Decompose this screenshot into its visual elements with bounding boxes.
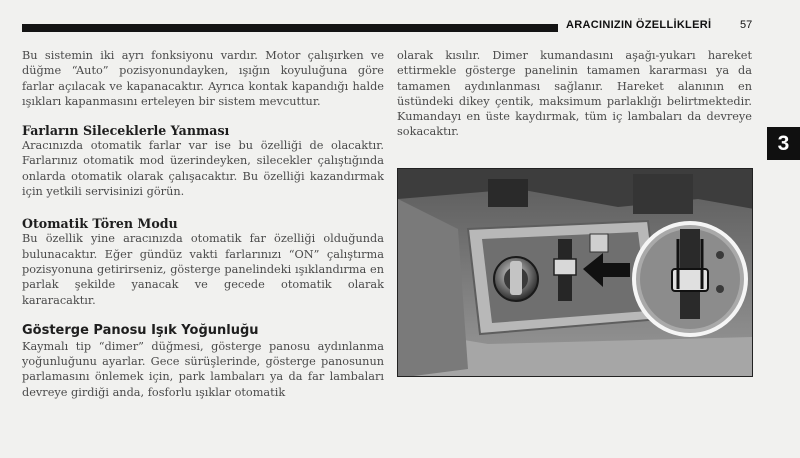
dimmer-slider <box>554 259 576 275</box>
small-switch <box>590 234 608 252</box>
dashboard-light-switch-photo <box>397 168 753 377</box>
section-heading-wiper-lights: Farların Sileceklerle Yanması <box>22 123 230 139</box>
section-text-ceremony-mode: Bu özellik yine aracınızda otomatik far özelliği olduğunda bulunacaktır. Eğer gündüz vakti farlarınızı “ON” çalıştırma pozisyonuna getirirseniz, gösterge panelindeki ışıklandırma en parlak şekilde yanacak ve gecede otomatik olarak kararacaktır. <box>22 232 384 307</box>
section-text-wiper-lights: Aracınızda otomatik farlar var ise bu özelliği de olacaktır. Farlarınız otomatik mod üzerindeyken, silecekler çalıştığında onlarda otomatik olarak çalışacaktır. Bu özelliği kazandırmak için yetkili servisinizi görün. <box>22 139 384 199</box>
header-title: ARACINIZIN ÖZELLİKLERİ <box>566 19 712 31</box>
right-column-paragraph: olarak kısılır. Dimer kumandasını aşağı-yukarı hareket ettirmekle gösterge panelinin tamamen kararması ya da tamamen aydınlanması sağlanır. Hareket alanının en üstündeki dikey çentik, maksimum parlaklığı belirtmektedir. Kumandayı en üste kaydırmak, tüm iç lambaları da devreye sokacaktır. <box>397 49 752 139</box>
header-rule <box>22 24 558 32</box>
section-heading-ceremony-mode: Otomatik Tören Modu <box>22 216 178 232</box>
left-column <box>22 48 384 400</box>
section-text-panel-brightness: Kaymalı tip “dimer” düğmesi, gösterge panosu aydınlanma yoğunluğunu ayarlar. Gece sürüşlerinde, gösterge panosunun parlamasını önlemek için, park lambaları ya da far lambaları devreye girdiği anda, fosforlu ışıklar otomatik <box>22 339 384 399</box>
chapter-tab: 3 <box>767 127 800 160</box>
page-number: 57 <box>740 19 753 31</box>
intro-paragraph: Bu sistemin iki ayrı fonksiyonu vardır. Motor çalışırken ve düğme “Auto” pozisyonundayken, ışığın koyuluğuna göre farlar açılacak ve kapanacaktır. Ayrıca kontak kapandığı halde ışıkları kapanmasını erteleyen bir sistem mevcuttur. <box>22 49 384 108</box>
right-column <box>397 48 752 140</box>
section-heading-panel-brightness: Gösterge Panosu Işık Yoğunluğu <box>22 322 259 338</box>
